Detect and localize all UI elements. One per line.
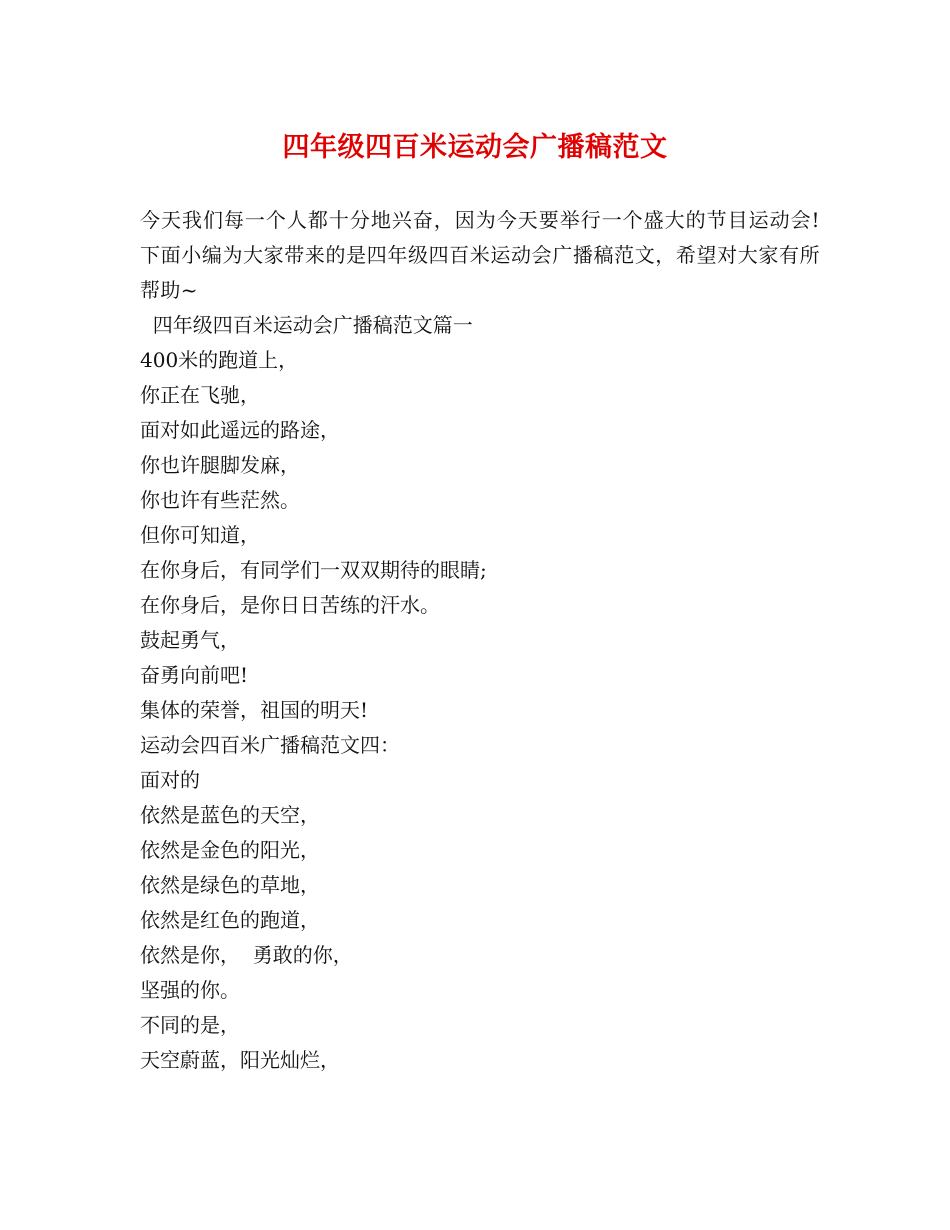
poem-line: 在你身后，是你日日苦练的汗水。 xyxy=(140,593,440,617)
poem-line: 坚强的你。 xyxy=(140,978,240,1002)
intro-paragraph: 今天我们每一个人都十分地兴奋，因为今天要举行一个盛大的节目运动会!下面小编为大家带来的是四年级四百米运动会广播稿范文，希望对大家有所帮助~ xyxy=(140,208,820,302)
poem-line: 不同的是， xyxy=(140,1013,240,1037)
poem-line: 面对如此遥远的路途， xyxy=(140,418,340,442)
poem-line: 依然是绿色的草地， xyxy=(140,873,320,897)
poem-line: 依然是金色的阳光， xyxy=(140,838,320,862)
poem-line: 奋勇向前吧! xyxy=(140,663,249,687)
section-heading-2: 运动会四百米广播稿范文四： xyxy=(140,733,400,757)
poem-line: 但你可知道， xyxy=(140,523,260,547)
poem-line: 天空蔚蓝，阳光灿烂， xyxy=(140,1048,340,1072)
poem-line: 你正在飞驰， xyxy=(140,383,260,407)
poem-line: 你也许腿脚发麻， xyxy=(140,453,300,477)
poem-line: 面对的 xyxy=(140,768,200,792)
poem-line: 在你身后，有同学们一双双期待的眼睛; xyxy=(140,558,487,582)
document-title: 四年级四百米运动会广播稿范文 xyxy=(282,132,668,163)
poem-line: 你也许有些茫然。 xyxy=(140,488,300,512)
poem-line: 400米的跑道上， xyxy=(140,348,299,372)
poem-line: 依然是红色的跑道， xyxy=(140,908,320,932)
section-heading-1: 四年级四百米运动会广播稿范文篇一 xyxy=(140,313,473,337)
poem-line: 依然是你， 勇敢的你， xyxy=(140,943,353,967)
poem-line: 集体的荣誉，祖国的明天! xyxy=(140,698,369,722)
document-body xyxy=(140,203,820,1078)
poem-line: 依然是蓝色的天空， xyxy=(140,803,320,827)
poem-line: 鼓起勇气， xyxy=(140,628,240,652)
